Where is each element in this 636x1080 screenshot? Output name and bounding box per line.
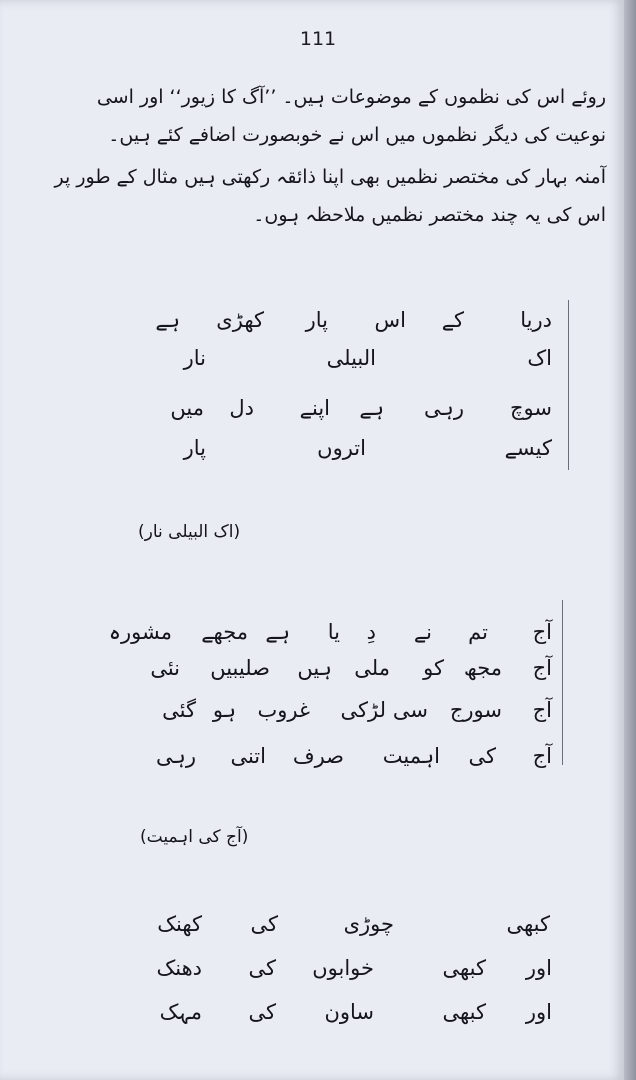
- poem-word: کی: [468, 744, 496, 768]
- poem-word: آج: [532, 620, 552, 644]
- paragraph-2: آمنہ بہار کی مختصر نظمیں بھی اپنا ذائقہ رکھتی ہیں مثال کے طور پر اس کی یہ چند مختصر نظمیں ملاحظہ ہوں۔: [54, 166, 606, 226]
- poem-word: اہمیت: [382, 744, 440, 768]
- poem-word: اپنے: [299, 396, 330, 420]
- poem-word: چوڑی: [343, 912, 394, 936]
- poem-word: میں: [170, 396, 204, 420]
- poem-word: پار: [305, 308, 328, 332]
- poem-word: دل: [229, 396, 254, 420]
- poem-word: کبھی: [442, 1000, 486, 1024]
- poem-word: نار: [183, 346, 206, 370]
- poem-word: رہی: [156, 744, 196, 768]
- poem-3-line-2: [0, 956, 636, 990]
- poem-word: کی: [248, 1000, 276, 1024]
- poem-word: کبھی: [442, 956, 486, 980]
- poem-word: غروب: [257, 698, 310, 722]
- poem-3-line-1: [0, 912, 636, 946]
- poem-word: سوچ: [510, 396, 552, 420]
- poem-word: صلیبیں: [210, 656, 270, 680]
- poem-word: کے: [441, 308, 464, 332]
- poem-word: ہیں: [297, 656, 332, 680]
- poem-word: دھنک: [156, 956, 202, 980]
- poem-word: اس: [374, 308, 406, 332]
- poem-1-line-4: [0, 436, 636, 470]
- poem-word: ہے: [359, 396, 384, 420]
- poem-word: نئی: [150, 656, 180, 680]
- poem-word: مجھ: [463, 656, 502, 680]
- poem-2-line-2: [0, 656, 636, 690]
- poem-word: ہو: [212, 698, 236, 722]
- poem-word: اک: [527, 346, 552, 370]
- poem-word: آج: [532, 656, 552, 680]
- poem-2-title: (آج کی اہمیت): [140, 827, 249, 847]
- poem-2-line-3: [0, 698, 636, 732]
- poem-word: آج: [532, 744, 552, 768]
- poem-word: اور: [525, 1000, 552, 1024]
- poem-word: سی: [392, 698, 428, 722]
- poem-word: یا: [327, 620, 340, 644]
- poem-2-line-1: [0, 620, 636, 654]
- poem-word: اتروں: [317, 436, 366, 460]
- poem-word: دِ: [366, 620, 376, 644]
- poem-word: مجھے: [201, 620, 248, 644]
- poem-word: ہے: [155, 308, 180, 332]
- poem-2-line-4: [0, 744, 636, 778]
- poem-1-line-1: [0, 308, 636, 342]
- poem-word: مشورہ: [108, 620, 172, 644]
- poem-word: پار: [183, 436, 206, 460]
- poem-word: ہے: [265, 620, 290, 644]
- poem-1-line-2: [0, 346, 636, 380]
- poem-word: کی: [248, 956, 276, 980]
- poem-3-line-3: [0, 1000, 636, 1034]
- poem-word: سورج: [449, 698, 502, 722]
- poem-word: لڑکی: [340, 698, 386, 722]
- poem-word: رہی: [424, 396, 464, 420]
- poem-word: صرف: [292, 744, 344, 768]
- poem-word: کھنک: [157, 912, 202, 936]
- poem-word: خوابوں: [312, 956, 374, 980]
- poem-word: مہک: [159, 1000, 202, 1024]
- poem-word: ساون: [324, 1000, 374, 1024]
- poem-word: دریا: [520, 308, 552, 332]
- poem-word: البیلی: [326, 346, 376, 370]
- poem-word: کیسے: [504, 436, 552, 460]
- poem-word: گئی: [162, 698, 196, 722]
- poem-word: نے: [413, 620, 432, 644]
- poem-1-line-3: [0, 396, 636, 430]
- poem-word: کی: [250, 912, 278, 936]
- poem-word: آج: [532, 698, 552, 722]
- poem-word: کبھی: [506, 912, 550, 936]
- page-number: 111: [299, 28, 337, 50]
- poem-word: کھڑی: [216, 308, 264, 332]
- poem-word: کو: [423, 656, 444, 680]
- poem-word: ملی: [354, 656, 390, 680]
- poem-word: اور: [525, 956, 552, 980]
- poem-word: تم: [468, 620, 488, 644]
- poem-word: اتنی: [230, 744, 266, 768]
- poem-1-title: (اک البیلی نار): [138, 522, 241, 542]
- paragraph-1: روئے اس کی نظموں کے موضوعات ہیں۔ ’’آگ کا زیور‘‘ اور اسی نوعیت کی دیگر نظموں میں اس نے خوبصورت اضافے کئے ہیں۔: [96, 86, 606, 146]
